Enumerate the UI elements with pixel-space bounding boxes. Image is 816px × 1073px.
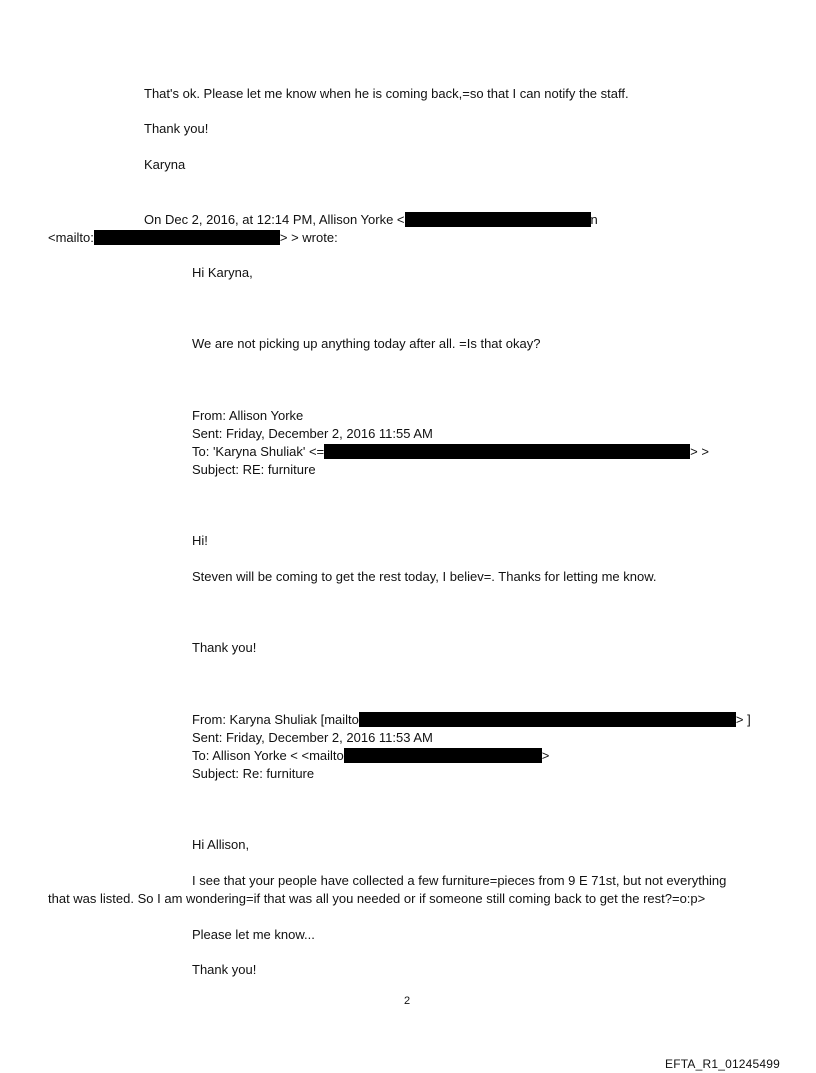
header-to-text: To: Allison Yorke < <mailto <box>192 748 344 763</box>
wrote-text: > > wrote: <box>279 230 338 245</box>
quote-header-text: On Dec 2, 2016, at 12:14 PM, Allison Yorke < <box>144 212 405 227</box>
message-line: We are not picking up anything today after all. =Is that okay? <box>192 336 541 351</box>
signature-name: Karyna <box>144 157 186 172</box>
quote-mailto-line <box>48 230 338 246</box>
redaction-bar <box>405 212 591 227</box>
header-to <box>192 444 709 460</box>
header-sent: Sent: Friday, December 2, 2016 11:55 AM <box>192 426 433 441</box>
header-from <box>192 712 751 728</box>
header-to-text: To: 'Karyna Shuliak' <= <box>192 444 325 459</box>
header-subject: Subject: Re: furniture <box>192 766 315 781</box>
thanks-line: Thank you! <box>192 640 257 655</box>
greeting-line: Hi Karyna, <box>192 265 253 280</box>
message-line: that was listed. So I am wondering=if that was all you needed or if someone still coming back to get the rest?=o:p> <box>48 891 706 906</box>
header-to <box>192 748 549 764</box>
thanks-line: Thank you! <box>144 121 209 136</box>
header-from: From: Allison Yorke <box>192 408 304 423</box>
header-sent: Sent: Friday, December 2, 2016 11:53 AM <box>192 730 433 745</box>
header-from-text: From: Karyna Shuliak [mailto <box>192 712 359 727</box>
mailto-prefix: <mailto: <box>48 230 94 245</box>
redaction-bar <box>359 712 736 727</box>
redaction-bar <box>344 748 542 763</box>
message-line: I see that your people have collected a few furniture=pieces from 9 E 71st, but not everything <box>192 873 727 888</box>
message-line: Steven will be coming to get the rest today, I believ=. Thanks for letting me know. <box>192 569 657 584</box>
document-id: EFTA_R1_01245499 <box>665 1057 781 1071</box>
header-to-tail: > <box>541 748 550 763</box>
thanks-line: Thank you! <box>192 962 257 977</box>
redaction-bar <box>324 444 690 459</box>
header-to-tail: > > <box>690 444 709 459</box>
header-subject: Subject: RE: furniture <box>192 462 316 477</box>
greeting-line: Hi! <box>192 533 208 548</box>
quote-header-line <box>144 212 598 228</box>
redaction-bar <box>94 230 280 245</box>
quote-header-tail: n <box>590 212 598 227</box>
header-from-tail: > ] <box>735 712 751 727</box>
message-line: Please let me know... <box>192 927 315 942</box>
greeting-line: Hi Allison, <box>192 837 250 852</box>
reply-line: That's ok. Please let me know when he is coming back,=so that I can notify the staff. <box>144 86 629 101</box>
page-number: 2 <box>404 995 411 1007</box>
